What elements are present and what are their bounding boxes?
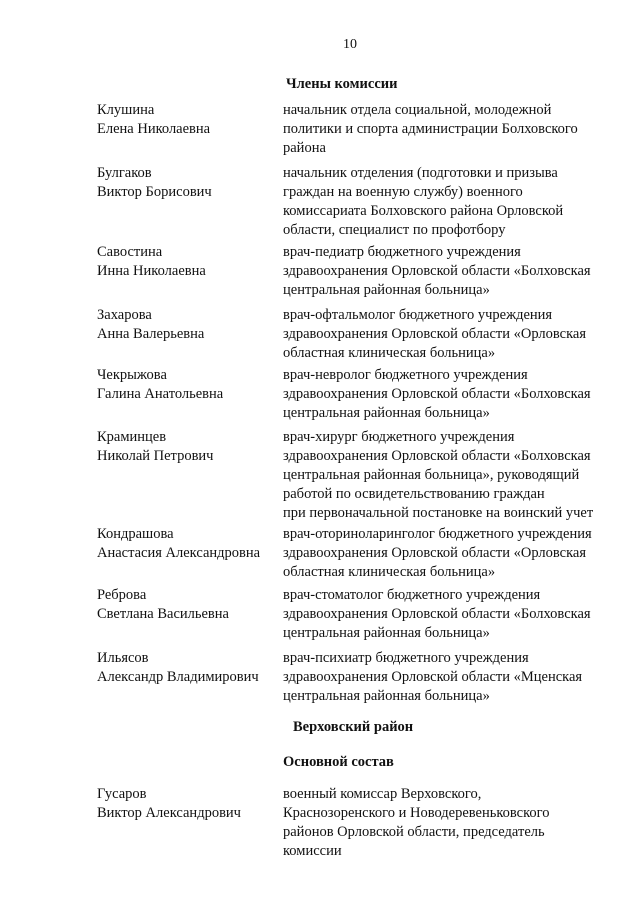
- member-role: [283, 785, 628, 861]
- role-line: военный комиссар Верховского,: [283, 786, 482, 802]
- member-role: [283, 101, 628, 158]
- member-given-names: Инна Николаевна: [97, 263, 206, 279]
- member-surname: Клушина: [97, 102, 155, 118]
- member-role: [283, 428, 628, 523]
- role-line: центральная районная больница»: [283, 405, 490, 421]
- member-surname: Захарова: [97, 307, 152, 323]
- role-line: врач-психиатр бюджетного учреждения: [283, 650, 529, 666]
- member-surname: Гусаров: [97, 786, 147, 802]
- member-given-names: Галина Анатольевна: [97, 386, 224, 402]
- member-surname: Булгаков: [97, 165, 152, 181]
- role-line: здравоохранения Орловской области «Болховская: [283, 606, 591, 622]
- role-line: районов Орловской области, председатель: [283, 824, 545, 840]
- member-given-names: Елена Николаевна: [97, 121, 211, 137]
- member-surname: Чекрыжова: [97, 367, 167, 383]
- role-line: областная клиническая больница»: [283, 564, 496, 580]
- role-line: здравоохранения Орловской области «Болховская: [283, 263, 591, 279]
- role-line: здравоохранения Орловской области «Мценская: [283, 669, 583, 685]
- role-line: областная клиническая больница»: [283, 345, 496, 361]
- member-name: [97, 586, 282, 624]
- member-surname: Ильясов: [97, 650, 149, 666]
- role-line: здравоохранения Орловской области «Орловская: [283, 326, 587, 342]
- role-line: политики и спорта администрации Болховского: [283, 121, 578, 137]
- member-given-names: Николай Петрович: [97, 448, 214, 464]
- role-line: врач-педиатр бюджетного учреждения: [283, 244, 521, 260]
- member-role: [283, 306, 628, 363]
- role-line: врач-хирург бюджетного учреждения: [283, 429, 515, 445]
- member-role: [283, 243, 628, 300]
- role-line: начальник отделения (подготовки и призыва: [283, 165, 558, 181]
- role-line: центральная районная больница»: [283, 282, 490, 298]
- role-line: врач-невролог бюджетного учреждения: [283, 367, 528, 383]
- role-line: района: [283, 140, 326, 156]
- role-line: работой по освидетельствованию граждан: [283, 486, 545, 502]
- section-heading-district: Верховский район: [293, 719, 414, 735]
- member-surname: Краминцев: [97, 429, 167, 445]
- member-role: [283, 366, 628, 423]
- role-line: комиссариата Болховского района Орловской: [283, 203, 564, 219]
- member-given-names: Светлана Васильевна: [97, 606, 229, 622]
- member-given-names: Виктор Борисович: [97, 184, 212, 200]
- member-name: [97, 428, 282, 466]
- member-given-names: Виктор Александрович: [97, 805, 241, 821]
- role-line: граждан на военную службу) военного: [283, 184, 523, 200]
- role-line: здравоохранения Орловской области «Болховская: [283, 448, 591, 464]
- member-given-names: Анна Валерьевна: [97, 326, 205, 342]
- role-line: врач-оториноларинголог бюджетного учреждения: [283, 526, 592, 542]
- role-line: здравоохранения Орловской области «Болховская: [283, 386, 591, 402]
- page-number: 10: [343, 37, 357, 52]
- member-given-names: Александр Владимирович: [97, 669, 259, 685]
- role-line: Краснозоренского и Новодеревеньковского: [283, 805, 550, 821]
- member-name: [97, 164, 282, 202]
- role-line: центральная районная больница»: [283, 688, 490, 704]
- section-heading-members: Члены комиссии: [286, 76, 398, 92]
- role-line: комиссии: [283, 843, 342, 859]
- member-role: [283, 649, 628, 706]
- member-role: [283, 586, 628, 643]
- member-name: [97, 243, 282, 281]
- member-surname: Савостина: [97, 244, 163, 260]
- role-line: врач-офтальмолог бюджетного учреждения: [283, 307, 553, 323]
- role-line: центральная районная больница», руководящий: [283, 467, 580, 483]
- member-name: [97, 101, 282, 139]
- role-line: здравоохранения Орловской области «Орловская: [283, 545, 587, 561]
- member-role: [283, 525, 628, 582]
- section-heading-main-composition: Основной состав: [283, 754, 394, 770]
- member-name: [97, 785, 282, 823]
- member-name: [97, 649, 282, 687]
- member-name: [97, 306, 282, 344]
- role-line: области, специалист по профотбору: [283, 222, 506, 238]
- member-surname: Реброва: [97, 587, 147, 603]
- role-line: при первоначальной постановке на воинский учет: [283, 505, 594, 521]
- role-line: начальник отдела социальной, молодежной: [283, 102, 552, 118]
- member-name: [97, 525, 282, 563]
- role-line: врач-стоматолог бюджетного учреждения: [283, 587, 541, 603]
- member-role: [283, 164, 628, 240]
- role-line: центральная районная больница»: [283, 625, 490, 641]
- member-given-names: Анастасия Александровна: [97, 545, 261, 561]
- member-surname: Кондрашова: [97, 526, 174, 542]
- member-name: [97, 366, 282, 404]
